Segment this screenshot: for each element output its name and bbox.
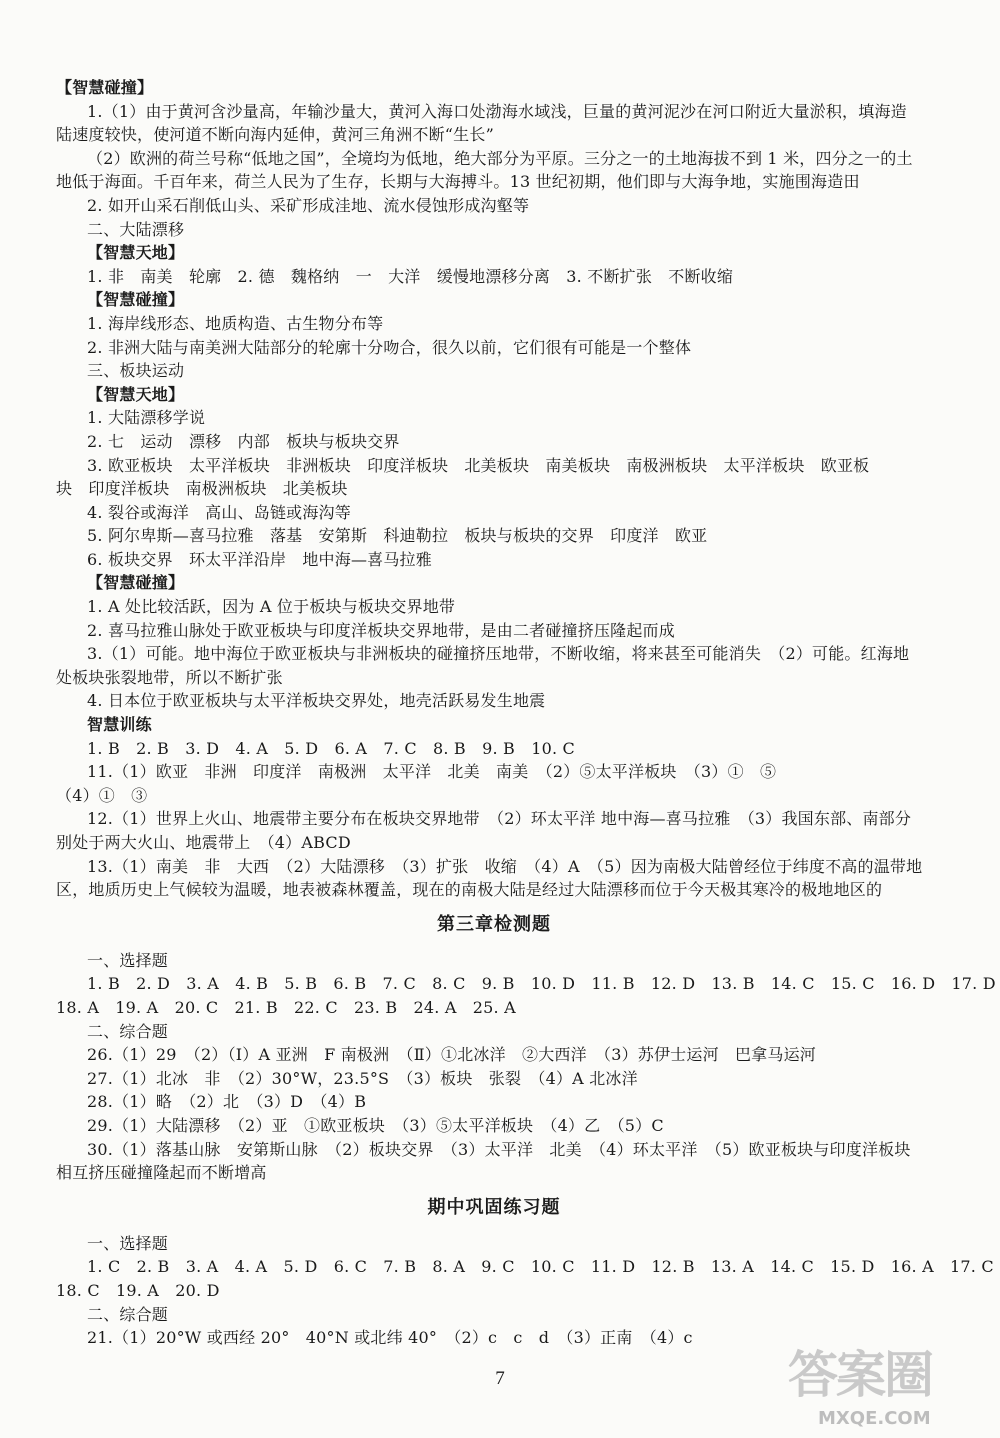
- text-line: 3.（1）可能。地中海位于欧亚板块与非洲板块的碰撞挤压地带，不断收缩，将来甚至可能消失 （2）可能。红海地: [87, 644, 910, 664]
- text-line: 29.（1）大陆漂移 （2）亚 ①欧亚板块 （3）⑤太平洋板块 （4）乙 （5）C: [87, 1115, 664, 1135]
- text-line: 30.（1）落基山脉 安第斯山脉 （2）板块交界 （3）太平洋 北美 （4）环太平洋 （5）欧亚板块与印度洋板块: [87, 1139, 911, 1159]
- text-line: 一、选择题: [87, 950, 169, 970]
- page-content: [56, 76, 996, 1350]
- text-line: 4. 裂谷或海洋 高山、岛链或海沟等: [87, 502, 351, 522]
- text-line: 13.（1）南美 非 大西 （2）大陆漂移 （3）扩张 收缩 （4）A （5）因为南极大陆曾经位于纬度不高的温带地: [87, 856, 923, 876]
- text-line: 处板块张裂地带，所以不断扩张: [56, 667, 283, 687]
- text-line: 18. C 19. A 20. D: [56, 1280, 220, 1300]
- text-line: 2. 七 运动 漂移 内部 板块与板块交界: [87, 431, 400, 451]
- text-line: 3. 欧亚板块 太平洋板块 非洲板块 印度洋板块 北美板块 南美板块 南极洲板块 太平洋板块 欧亚板: [87, 455, 870, 475]
- text-line: 区，地质历史上气候较为温暖，地表被森林覆盖，现在的南极大陆是经过大陆漂移而位于今天极其寒冷的极地地区的: [56, 880, 883, 900]
- text-line: 2. 如开山采石削低山头、采矿形成洼地、流水侵蚀形成沟壑等: [87, 195, 530, 215]
- text-line: 1. C 2. B 3. A 4. A 5. D 6. C 7. B 8. A 9. C 10. C 11. D 12. B 13. A 14. C 15. D 16. A 17. C: [87, 1257, 994, 1277]
- text-line: 地低于海面。千百年来，荷兰人民为了生存，长期与大海搏斗。13 世纪初期，他们即与大海争地，实施围海造田: [56, 172, 860, 192]
- text-line: 【智慧碰撞】: [56, 78, 154, 97]
- watermark-url: MXQE.COM: [818, 1408, 931, 1429]
- text-line: 5. 阿尔卑斯—喜马拉雅 落基 安第斯 科迪勒拉 板块与板块的交界 印度洋 欧亚: [87, 526, 708, 546]
- text-line: 26.（1）29 （2）（Ⅰ）A 亚洲 F 南极洲 （Ⅱ）①北冰洋 ②大西洋 （3）苏伊士运河 巴拿马运河: [87, 1045, 816, 1065]
- text-line: 【智慧碰撞】: [87, 573, 185, 593]
- text-line: 块 印度洋板块 南极洲板块 北美板块: [56, 479, 348, 499]
- text-line: 二、综合题: [87, 1021, 169, 1041]
- answer-section-chapter3-test: [56, 949, 996, 1185]
- text-line: 1. B 2. B 3. D 4. A 5. D 6. A 7. C 8. B 9. B 10. C: [87, 738, 575, 758]
- text-line: 【智慧天地】: [87, 384, 185, 404]
- text-line: 27.（1）北冰 非 （2）30°W，23.5°S （3）板块 张裂 （4）A 北冰洋: [87, 1068, 638, 1088]
- text-line: 二、大陆漂移: [87, 219, 185, 239]
- text-line: 智慧训练: [87, 715, 152, 735]
- text-line: 陆速度较快，使河道不断向海内延伸，黄河三角洲不断“生长”: [56, 125, 494, 145]
- section-title-chapter3-test: 第三章检测题: [437, 913, 551, 935]
- text-line: 21.（1）20°W 或西经 20° 40°N 或北纬 40° （2）c c d （3）正南 （4）c: [87, 1328, 693, 1348]
- text-line: 1. 非 南美 轮廓 2. 德 魏格纳 一 大洋 缓慢地漂移分离 3. 不断扩张 不断收缩: [87, 266, 734, 286]
- text-line: 1.（1）由于黄河含沙量高，年输沙量大，黄河入海口处渤海水域浅，巨量的黄河泥沙在河口附近大量淤积，填海造: [87, 101, 907, 121]
- text-line: 1. 大陆漂移学说: [87, 408, 206, 428]
- text-line: 【智慧天地】: [87, 243, 185, 263]
- text-line: 别处于两大火山、地震带上 （4）ABCD: [56, 833, 351, 852]
- text-line: 6. 板块交界 环太平洋沿岸 地中海—喜马拉雅: [87, 549, 432, 569]
- text-line: 三、板块运动: [87, 361, 185, 381]
- text-line: 2. 喜马拉雅山脉处于欧亚板块与印度洋板块交界地带，是由二者碰撞挤压隆起而成: [87, 620, 675, 640]
- section-title-midterm-practice: 期中巩固练习题: [427, 1196, 561, 1218]
- answer-section-midterm-practice: [56, 1232, 994, 1350]
- text-line: 11.（1）欧亚 非洲 印度洋 南极洲 太平洋 北美 南美 （2）⑤太平洋板块 （3）① ⑤: [87, 762, 777, 782]
- text-line: （4）① ③: [56, 785, 148, 805]
- answer-section-chapter2: [56, 76, 932, 902]
- text-line: 28.（1）略 （2）北 （3）D （4）B: [87, 1092, 367, 1112]
- text-line: 1. A 处比较活跃，因为 A 位于板块与板块交界地带: [87, 597, 456, 617]
- text-line: 2. 非洲大陆与南美洲大陆部分的轮廓十分吻合，很久以前，它们很有可能是一个整体: [87, 337, 692, 357]
- text-line: 二、综合题: [87, 1304, 169, 1324]
- text-line: 1. B 2. D 3. A 4. B 5. B 6. B 7. C 8. C 9. B 10. D 11. B 12. D 13. B 14. C 15. C 16. D 17. D: [87, 974, 996, 994]
- text-line: （2）欧洲的荷兰号称“低地之国”，全境均为低地，绝大部分为平原。三分之一的土地海拔不到 1 米，四分之一的土: [87, 148, 913, 168]
- text-line: 【智慧碰撞】: [87, 290, 185, 310]
- text-line: 相互挤压碰撞隆起而不断增高: [56, 1163, 267, 1183]
- page-number: 7: [495, 1368, 505, 1389]
- text-line: 12.（1）世界上火山、地震带主要分布在板块交界地带 （2）环太平洋 地中海—喜马拉雅 （3）我国东部、南部分: [87, 809, 912, 829]
- text-line: 一、选择题: [87, 1233, 169, 1253]
- text-line: 1. 海岸线形态、地质构造、古生物分布等: [87, 313, 384, 333]
- text-line: 18. A 19. A 20. C 21. B 22. C 23. B 24. A 25. A: [56, 997, 516, 1017]
- text-line: 4. 日本位于欧亚板块与太平洋板块交界处，地壳活跃易发生地震: [87, 691, 546, 711]
- watermark-logo: 答案圈: [788, 1346, 932, 1404]
